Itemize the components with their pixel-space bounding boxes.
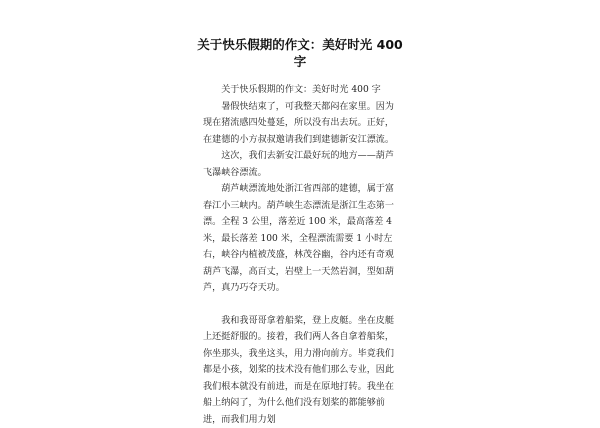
paragraph-subtitle: 关于快乐假期的作文：美好时光 400 字 <box>203 82 401 99</box>
document-body <box>203 82 401 428</box>
paragraph: 葫芦峡漂流地处浙江省西部的建德，属于富春江小三峡内。葫芦峡生态漂流是浙江生态第一漂。全程 3 公里，落差近 100 米，最高落差 4 米，最长落差 100 米，全程漂流需要 1 小时左右，峡谷内植被茂盛，林茂谷幽，谷内还有奇观葫芦飞瀑，高百丈，岩壁上一天然岩洞，型如葫芦，真乃巧夺天功。 <box>203 181 401 297</box>
paragraph: 我和我哥哥拿着船桨，登上皮艇。坐在皮艇上还挺舒服的。接着，我们两人各自拿着船桨，你坐那头，我坐这头，用力滑向前方。毕竟我们都是小孩，划桨的技术没有他们那么专业，因此我们根本就没有前进，而是在原地打转。我坐在船上纳闷了，为什么他们没有划桨的都能够前进，而我们用力划 <box>203 313 401 428</box>
paragraph: 暑假快结束了，可我整天都闷在家里。因为现在猪流感四处蔓延，所以没有出去玩。正好，在建德的小方叔叔邀请我们到建德新安江漂流。 <box>203 99 401 149</box>
document-title: 关于快乐假期的作文：美好时光 400 字 <box>195 36 405 70</box>
paragraph: 这次，我们去新安江最好玩的地方——葫芦飞瀑峡谷漂流。 <box>203 148 401 181</box>
